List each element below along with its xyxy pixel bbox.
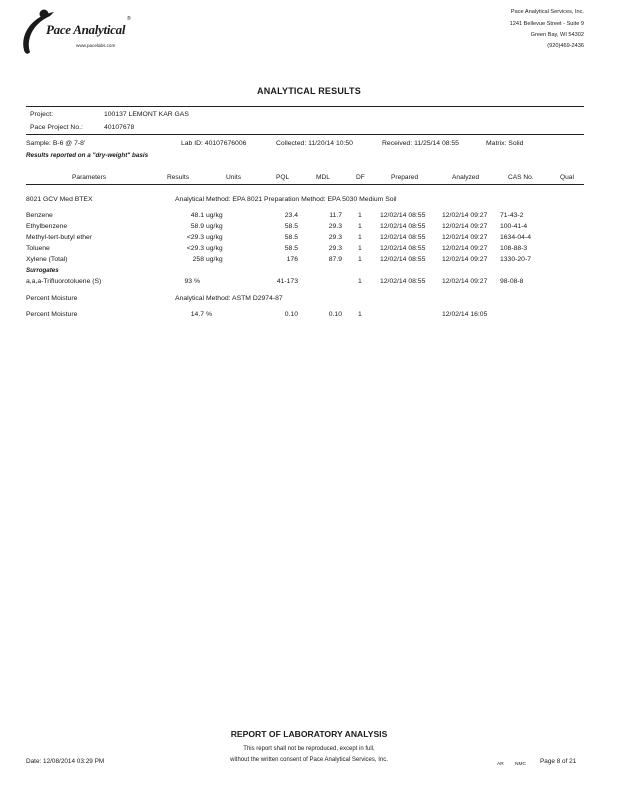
row-prepared: 12/02/14 08:55 bbox=[380, 256, 426, 263]
sample-id: Sample: B-6 @ 7-8' bbox=[26, 140, 86, 147]
col-pql: PQL bbox=[276, 174, 290, 181]
row-df: 1 bbox=[358, 223, 362, 230]
section-btex-name: 8021 GCV Med BTEX bbox=[26, 196, 93, 203]
row-mdl: 11.7 bbox=[329, 212, 342, 219]
row-result: 48.1 bbox=[190, 212, 204, 219]
initials-mark: AR bbox=[497, 762, 504, 767]
row-param: a,a,a-Trifluorotoluene (S) bbox=[26, 278, 102, 285]
row-prepared: 12/02/14 08:55 bbox=[380, 278, 426, 285]
row-analyzed: 12/02/14 09:27 bbox=[442, 245, 488, 252]
review-mark: NMC bbox=[515, 762, 526, 767]
row-pql: 176 bbox=[286, 256, 298, 263]
row-units: ug/kg bbox=[206, 234, 223, 241]
row-param: Benzene bbox=[26, 212, 53, 219]
page-title: ANALYTICAL RESULTS bbox=[257, 86, 361, 96]
row-df: 1 bbox=[358, 256, 362, 263]
row-mdl: 29.3 bbox=[328, 234, 342, 241]
row-prepared: 12/02/14 08:55 bbox=[380, 212, 426, 219]
company-phone: (920)469-2436 bbox=[547, 43, 584, 49]
row-cas: 1330-20-7 bbox=[500, 256, 531, 263]
col-analyzed: Analyzed bbox=[452, 174, 480, 181]
row-df: 1 bbox=[358, 234, 362, 241]
basis-note: Results reported on a "dry-weight" basis bbox=[26, 152, 149, 159]
row-df: 1 bbox=[358, 278, 362, 285]
row-pql: 41-173 bbox=[276, 278, 298, 285]
col-parameters: Parameters bbox=[72, 174, 107, 181]
section-moisture-name: Percent Moisture bbox=[26, 295, 78, 302]
col-mdl: MDL bbox=[316, 174, 330, 181]
row-param: Xylene (Total) bbox=[26, 256, 68, 263]
row-units: ug/kg bbox=[206, 223, 223, 230]
row-units: ug/kg bbox=[206, 245, 223, 252]
row-analyzed: 12/02/14 09:27 bbox=[442, 278, 488, 285]
table-header-rule bbox=[26, 184, 584, 185]
report-date: Date: 12/08/2014 03:29 PM bbox=[26, 758, 105, 765]
row-units: ug/kg bbox=[206, 212, 223, 219]
row-analyzed: 12/02/14 09:27 bbox=[442, 234, 488, 241]
row-result: 93 bbox=[184, 278, 192, 285]
col-cas: CAS No. bbox=[508, 174, 534, 181]
row-analyzed: 12/02/14 16:05 bbox=[442, 311, 488, 318]
project-label: Project: bbox=[30, 111, 54, 118]
col-results: Results bbox=[167, 174, 189, 181]
row-cas: 98-08-8 bbox=[500, 278, 524, 285]
row-cas: 71-43-2 bbox=[500, 212, 524, 219]
section-btex-method: Analytical Method: EPA 8021 Preparation Method: EPA 5030 Medium Soil bbox=[175, 196, 397, 203]
row-units: % bbox=[206, 311, 213, 318]
row-result: 258 bbox=[192, 256, 204, 263]
row-mdl: 0.10 bbox=[328, 311, 342, 318]
row-units: % bbox=[194, 278, 201, 285]
pace-project-label: Pace Project No.: bbox=[30, 124, 83, 131]
col-df: DF bbox=[356, 174, 365, 181]
logo-text: Pace Analytical bbox=[46, 22, 126, 37]
row-prepared: 12/02/14 08:55 bbox=[380, 223, 426, 230]
row-param: Ethylbenzene bbox=[26, 223, 68, 230]
row-pql: 58.5 bbox=[284, 223, 298, 230]
project-value: 100137 LEMONT KAR GAS bbox=[104, 111, 189, 118]
row-pql: 23.4 bbox=[284, 212, 298, 219]
row-cas: 100-41-4 bbox=[500, 223, 528, 230]
row-mdl: 29.3 bbox=[328, 245, 342, 252]
footer-note-line1: This report shall not be reproduced, except in full, bbox=[243, 746, 375, 752]
logo-url: www.pacelabs.com bbox=[76, 43, 116, 48]
company-address: 1241 Bellevue Street - Suite 9 bbox=[509, 21, 584, 27]
row-pql: 0.10 bbox=[284, 311, 298, 318]
col-prepared: Prepared bbox=[391, 174, 419, 181]
col-units: Units bbox=[226, 174, 242, 181]
row-result: 14.7 bbox=[190, 311, 204, 318]
row-cas: 1634-04-4 bbox=[500, 234, 531, 241]
row-df: 1 bbox=[358, 212, 362, 219]
row-df: 1 bbox=[358, 245, 362, 252]
row-param: Percent Moisture bbox=[26, 311, 78, 318]
collected-date: Collected: 11/20/14 10:50 bbox=[276, 140, 353, 147]
row-result: <29.3 bbox=[186, 234, 204, 241]
matrix: Matrix: Solid bbox=[486, 140, 524, 147]
row-result: 58.9 bbox=[190, 223, 204, 230]
logo-registered-mark: ® bbox=[127, 16, 131, 22]
company-name: Pace Analytical Services, Inc. bbox=[510, 9, 584, 15]
col-qual: Qual bbox=[560, 174, 574, 181]
lab-id: Lab ID: 40107676006 bbox=[181, 140, 247, 147]
row-units: ug/kg bbox=[206, 256, 223, 263]
row-pql: 58.5 bbox=[284, 245, 298, 252]
row-prepared: 12/02/14 08:55 bbox=[380, 234, 426, 241]
row-df: 1 bbox=[358, 311, 362, 318]
pace-project-value: 40107678 bbox=[104, 124, 135, 131]
row-param: Methyl-tert-butyl ether bbox=[26, 234, 93, 241]
project-top-rule bbox=[26, 106, 584, 107]
row-analyzed: 12/02/14 09:27 bbox=[442, 212, 488, 219]
report-title: REPORT OF LABORATORY ANALYSIS bbox=[230, 729, 388, 739]
received-date: Received: 11/25/14 08:55 bbox=[382, 140, 459, 147]
row-analyzed: 12/02/14 09:27 bbox=[442, 223, 488, 230]
row-param: Toluene bbox=[26, 245, 50, 252]
company-city: Green Bay, WI 54302 bbox=[530, 32, 584, 38]
row-cas: 108-88-3 bbox=[500, 245, 528, 252]
section-moisture-method: Analytical Method: ASTM D2974-87 bbox=[175, 295, 283, 302]
row-result: <29.3 bbox=[186, 245, 204, 252]
footer-note-line2: without the written consent of Pace Analytical Services, Inc. bbox=[230, 757, 388, 763]
surrogates-label: Surrogates bbox=[26, 267, 59, 274]
row-mdl: 87.9 bbox=[328, 256, 342, 263]
page-number: Page 8 of 21 bbox=[540, 758, 577, 765]
row-mdl: 29.3 bbox=[328, 223, 342, 230]
row-analyzed: 12/02/14 09:27 bbox=[442, 256, 488, 263]
row-prepared: 12/02/14 08:55 bbox=[380, 245, 426, 252]
project-bottom-rule bbox=[26, 134, 584, 135]
row-pql: 58.5 bbox=[284, 234, 298, 241]
